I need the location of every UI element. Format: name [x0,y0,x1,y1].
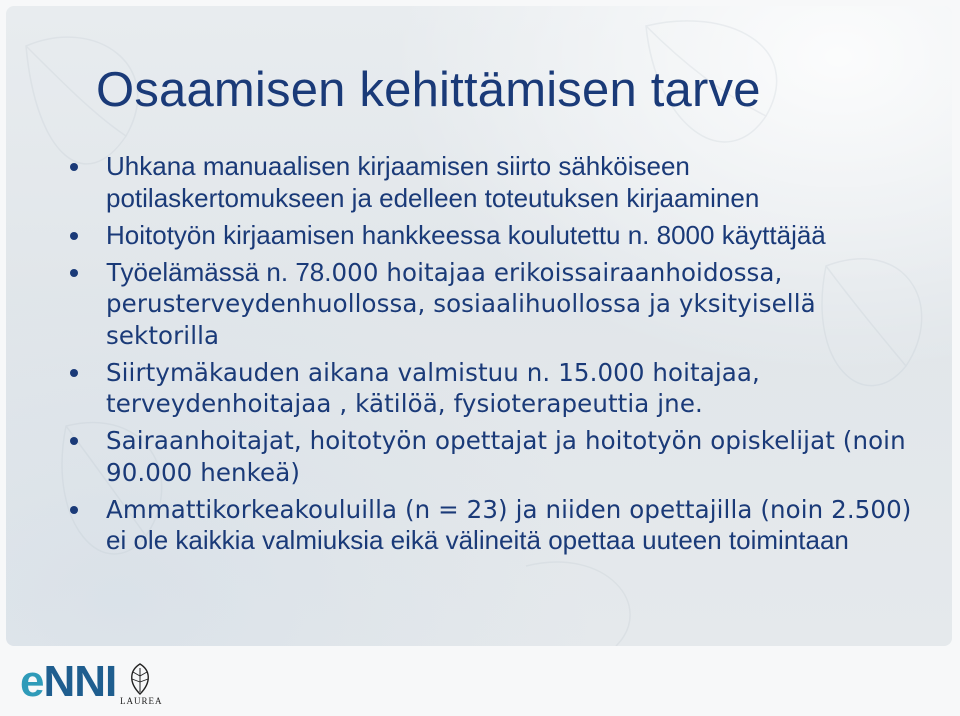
bullet-text-lead: Ammattikorkeakouluilla (n = 23) ja niiden opettajilla (noin 2.500) [106,494,912,524]
bullet-text: Siirtymäkauden aikana valmistuu n. 15.000 hoitajaa, terveydenhoitajaa , kätilöä, fysioterapeuttia jne. [106,357,760,418]
list-item [70,257,920,352]
page-title: Osaamisen kehittämisen tarve [96,63,761,117]
bullet-icon [70,369,78,377]
laurea-wordmark: LAUREA [120,696,163,706]
list-item [70,494,920,557]
bullet-text: Uhkana manuaalisen kirjaamisen siirto sähköiseen potilaskertomukseen ja edelleen toteutuksen kirjaaminen [106,151,760,213]
bullet-text-rest: 000 hoitajaa erikoissairaanhoidossa, perusterveydenhuollossa, sosiaalihuollossa ja yksityisellä sektorilla [106,257,816,350]
list-item [70,357,920,420]
bullet-list [70,151,920,562]
list-item [70,220,920,252]
enni-logo [20,657,117,706]
slide-panel [6,6,952,646]
bullet-icon [70,232,78,240]
list-item [70,151,920,214]
bullet-icon [70,163,78,171]
bullet-text-rest: ei ole kaikkia valmiuksia eikä välineitä opettaa uuteen toimintaan [106,525,849,555]
bullet-icon [70,269,78,277]
bullet-text-lead: Työelämässä n. 78. [106,256,332,287]
list-item [70,425,920,488]
bullet-text: Sairaanhoitajat, hoitotyön opettajat ja hoitotyön opiskelijat (noin 90.000 henkeä) [106,426,906,487]
bullet-icon [70,437,78,445]
footer [0,650,960,716]
enni-logo-rest: NNI [43,657,117,706]
enni-logo-e: e [20,657,44,706]
bullet-text: Hoitotyön kirjaamisen hankkeessa koulutettu n. 8000 käyttäjää [106,219,826,250]
bullet-icon [70,506,78,514]
